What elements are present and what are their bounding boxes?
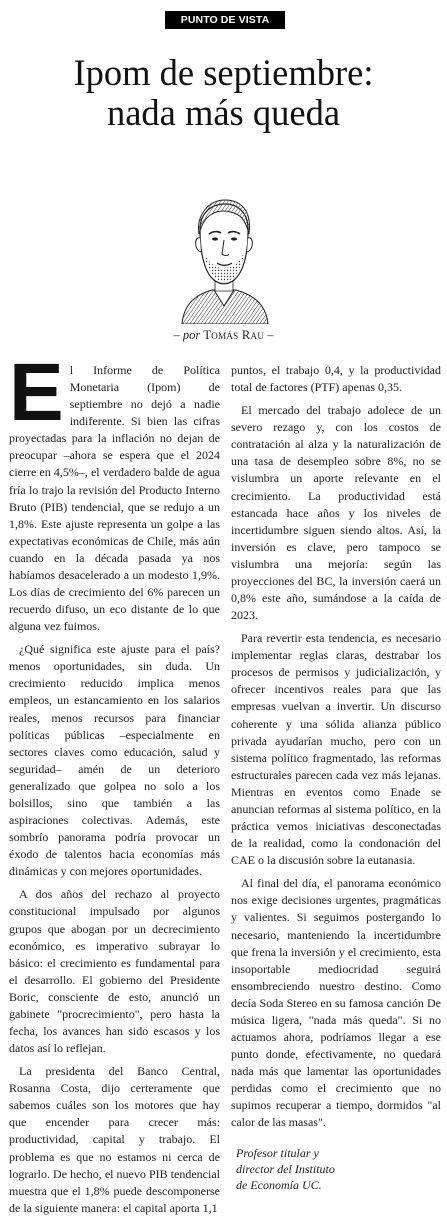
paragraph-1-text: l Informe de Política Monetaria (Ipom) de septiembre no dejó a nadie indiferente. Si bien las cifras proyectadas para la inflación no dejan de preocupar –ahora se espera que el 2024 cierre en 4,5%–, el verdadero balde de agua fría lo trajo la revisión del Producto Interno Bruto (PIB) tendencial, que se redujo a un 1,8%. Este ajuste representa un golpe a las expectativas económicas de Chile, más aún cuando en la década pasada ya nos habíamos desacelerado a un modesto 1,9%. Los días de crecimiento del 6% parecen un recuerdo difuso, un eco distante de lo que alguna vez fuimos. [9, 363, 220, 634]
article-column-left [9, 347, 220, 1223]
paragraph-7: Al final del día, el panorama económico nos exige decisiones urgentes, pragmáticas y valientes. Si seguimos postergando lo necesario, manteniendo la incertidumbre que frena la inversión y el crecimiento, esta insoportable mediocridad seguirá ensombreciendo nuestro destino. Como decía Soda Stereo en su famosa canción De música ligera, "nada más queda". Si no actuamos ahora, podríamos llegar a ese punto donde, efectivamente, no quedará nada más que lamentar las oportunidades perdidas como el crecimiento que no supimos recuperar a tiempo, dormidos "al calor de las masas". [231, 876, 441, 1130]
headline-line-1: Ipom de septiembre: [73, 52, 374, 93]
headline-line-2: nada más queda [106, 92, 341, 133]
signature-line-1: Profesor titular y [236, 1146, 319, 1161]
paragraph-4: La presidenta del Banco Central, Rosanna Costa, dijo certeramente que sabemos cuáles son los motores que hay que encender para crecer más: productividad, capital y trabajo. El problema es que no estamos ni cerca de lograrlo. De hecho, el nuevo PIB tendencial muestra que el 1,8% puede descomponerse de la siguiente manera: el capital aporta 1,1 [9, 1064, 220, 1215]
byline-suffix: – [264, 328, 274, 342]
signature-line-2: director del Instituto [236, 1162, 335, 1177]
article-column-right [231, 362, 441, 1193]
headline [0, 53, 447, 133]
paragraph-3: A dos años del rechazo al proyecto constitucional impulsado por algunos grupos que abogan por un decrecimiento económico, es imperativo subrayar lo básico: el crecimiento es fundamental para el desarrollo. El gobierno del Presidente Boric, consciente de esto, anunció un gabinete "procrecimiento", pero hasta la fecha, los avances han sido escasos y los datos así lo reflejan. [9, 887, 220, 1056]
signature-line-3: de Economía UC. [236, 1178, 322, 1193]
author-portrait-illustration [178, 194, 270, 324]
drop-cap: E [9, 347, 64, 438]
paragraph-2: ¿Qué significa este ajuste para el país? menos oportunidades, sin duda. Un crecimiento reducido implica menos empleos, un estancamiento en los salarios reales, menos recursos para financiar políticas públicas –especialmente en sectores claves como educación, salud y seguridad– amén de un deterioro generalizado que golpea no solo a los bolsillos, sino que también a las aspiraciones colectivas. Además, este sombrío panorama podría provocar un éxodo de talentos hacia economías más dinámicas y con mejores oportunidades. [9, 642, 220, 879]
section-label-bar [165, 11, 285, 29]
section-label: PUNTO DE VISTA [180, 14, 270, 26]
byline [0, 328, 447, 343]
byline-prefix: – por [173, 328, 204, 342]
paragraph-1 [9, 347, 220, 635]
author-signature [231, 1145, 441, 1193]
author-name: Tomás Rau [203, 328, 265, 342]
paragraph-4-continued: puntos, el trabajo 0,4, y la productividad total de factores (PTF) apenas 0,35. [231, 363, 441, 395]
paragraph-6: Para revertir esta tendencia, es necesario implementar reglas claras, destrabar los procesos de permisos y judicialización, y ofrecer incentivos reales para que las empresas vuelvan a invertir. Un discurso coherente y una sólida alianza público privada ayudarían mucho, pero con un sistema político fragmentado, las reformas estructurales parecen cada vez más lejanas. Mientras en eventos como Enade se anuncian reformas al sistema político, en la práctica vemos iniciativas desconectadas de la realidad, como la condonación del CAE o la discusión sobre la eutanasia. [231, 631, 441, 868]
paragraph-5: El mercado del trabajo adolece de un severo rezago y, con los costos de contratación al alza y la naturalización de una tasa de desempleo sobre 8%, no se vislumbra un aporte relevante en el crecimiento. La productividad está estancada hace años y los niveles de incertidumbre siguen siendo altos. Así, la inversión es clave, pero tampoco se vislumbra una mejoría: según las proyecciones del BC, la inversión caerá un 0,8% este año, sumándose a la caída de 2023. [231, 403, 441, 623]
